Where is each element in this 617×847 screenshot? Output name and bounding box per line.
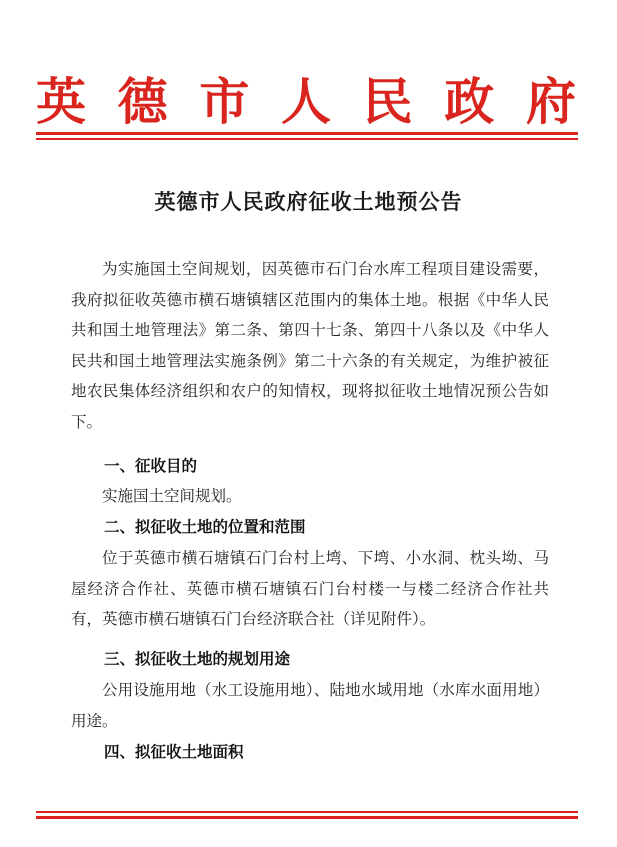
section-body-location: 位于英德市横石塘镇石门台村上塆、下塆、小水洞、枕头坳、马屋经济合作社、英德市横石塘镇石门台村楼一与楼二经济合作社共有，英德市横石塘镇石门台经济联合社（详见附件）。 (71, 549, 549, 628)
section-heading-location: 二、拟征收土地的位置和范围 (104, 518, 306, 536)
letterhead-char: 德 (117, 72, 168, 131)
section-body-purpose: 实施国土空间规划。 (102, 487, 242, 505)
letterhead-title (36, 70, 576, 134)
letterhead-divider-thick (36, 132, 578, 135)
section-heading-area: 四、拟征收土地面积 (104, 743, 244, 761)
letterhead-char: 市 (199, 72, 250, 131)
section-heading-purpose: 一、征收目的 (104, 457, 198, 475)
section-body-land-use: 公用设施用地（水工设施用地）、陆地水域用地（水库水面用地）用途。 (71, 681, 549, 730)
letterhead-char: 府 (525, 72, 576, 131)
letterhead-divider-thin (36, 138, 578, 140)
intro-paragraph: 为实施国土空间规划，因英德市石门台水库工程项目建设需要，我府拟征收英德市横石塘镇辖区范围内的集体土地。根据《中华人民共和国土地管理法》第二条、第四十七条、第四十八条以及《中华人民共和国土地管理法实施条例》第二十六条的有关规定，为维护被征地农民集体经济组织和农户的知情权，现将拟征收土地情况预公告如下。 (71, 260, 549, 431)
document-title: 英德市人民政府征收土地预公告 (154, 189, 463, 214)
letterhead-char: 政 (444, 72, 495, 131)
footer-divider-thick (36, 816, 578, 819)
section-heading-land-use: 三、拟征收土地的规划用途 (104, 650, 291, 668)
letterhead-char: 英 (36, 72, 86, 131)
letterhead-char: 人 (280, 72, 331, 131)
letterhead-char: 民 (362, 72, 413, 131)
footer-divider-thin (36, 811, 578, 813)
